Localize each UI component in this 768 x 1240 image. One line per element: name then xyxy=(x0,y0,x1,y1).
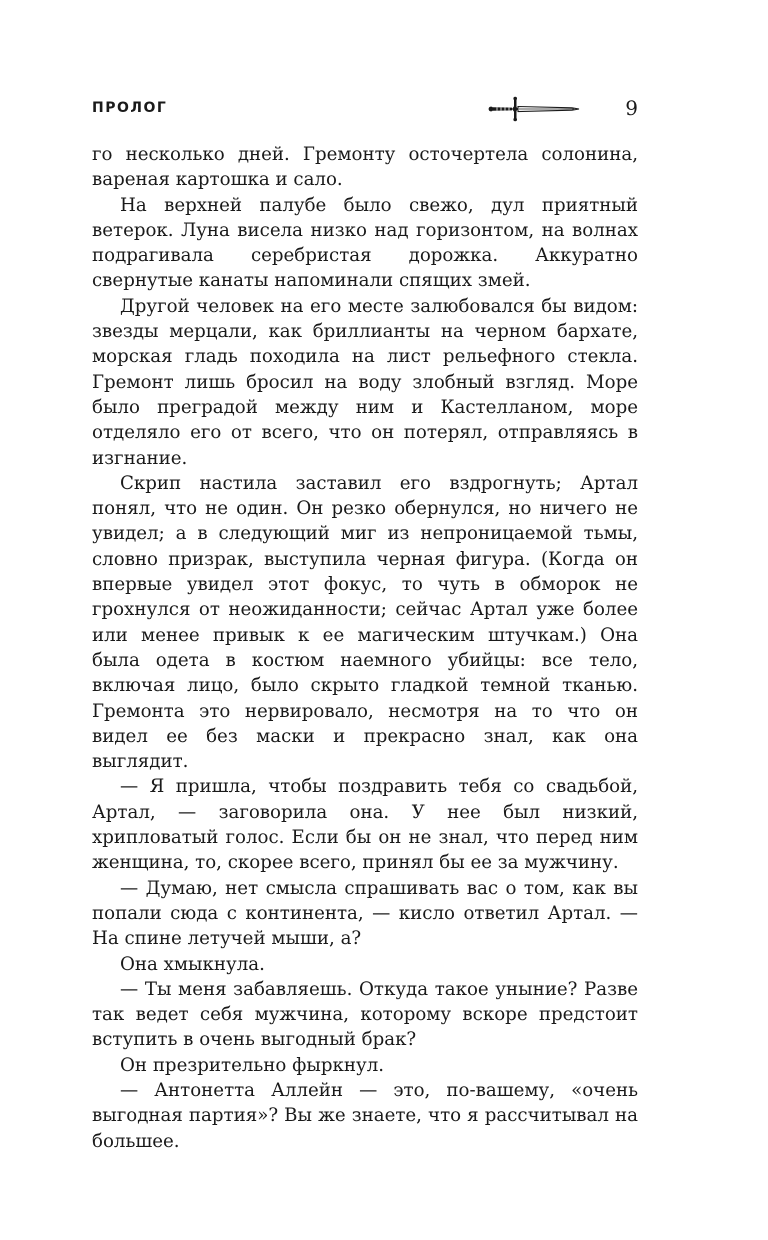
body-text xyxy=(92,142,638,1154)
paragraph: — Думаю, нет смысла спрашивать вас о том, как вы попали сюда с континента, — кисло ответил Артал. — На спине летучей мыши, а? xyxy=(92,877,638,950)
paragraph: — Антонетта Аллейн — это, по-вашему, «очень выгодная партия»? Вы же знаете, что я рассчитывал на большее. xyxy=(92,1079,638,1152)
paragraph: Скрип настила заставил его вздрогнуть; Артал понял, что не один. Он резко обернулся, но ничего не увидел; а в следующий миг из непроницаемой тьмы, словно призрак, выступила черная фигура. (Когда он впервые увидел этот фокус, то чуть в обморок не грохнулся от неожиданности; сейчас Артал уже более или менее привык к ее магическим штучкам.) Она была одета в костюм наемного убийцы: все тело, включая лицо, было скрыто гладкой темной тканью. Гремонта это нервировало, несмотря на то что он видел ее без маски и прекрасно знал, как она выглядит. xyxy=(92,472,638,773)
paragraph: го несколько дней. Гремонту осточертела солонина, вареная картошка и сало. xyxy=(92,144,638,191)
paragraph: Он презрительно фыркнул. xyxy=(120,1054,385,1076)
paragraph: — Ты меня забавляешь. Откуда такое уныние? Разве так ведет себя мужчина, которому вскоре предстоит вступить в очень выгодный брак? xyxy=(92,978,638,1051)
paragraph: Другой человек на его месте залюбовался бы видом: звезды мерцали, как бриллианты на черном бархате, морская гладь походила на лист рельефного стекла. Гремонт лишь бросил на воду злобный взгляд. Море было преградой между ним и Кастелланом, море отделяло его от всего, что он потерял, отправляясь в изгнание. xyxy=(92,295,638,469)
paragraph: Она хмыкнула. xyxy=(120,953,265,975)
running-title: ПРОЛОГ xyxy=(92,100,168,116)
page-header xyxy=(92,96,638,126)
paragraph: — Я пришла, чтобы поздравить тебя со свадьбой, Артал, — заговорила она. У нее был низкий, хрипловатый голос. Если бы он не знал, что перед ним женщина, то, скорее всего, принял бы ее за мужчину. xyxy=(92,776,638,874)
page-number: 9 xyxy=(625,96,638,120)
paragraph: На верхней палубе было свежо, дул приятный ветерок. Луна висела низко над горизонтом, на волнах подрагивала серебристая дорожка. Аккуратно свернутые канаты напоминали спящих змей. xyxy=(92,194,638,292)
dagger-icon xyxy=(488,96,580,122)
